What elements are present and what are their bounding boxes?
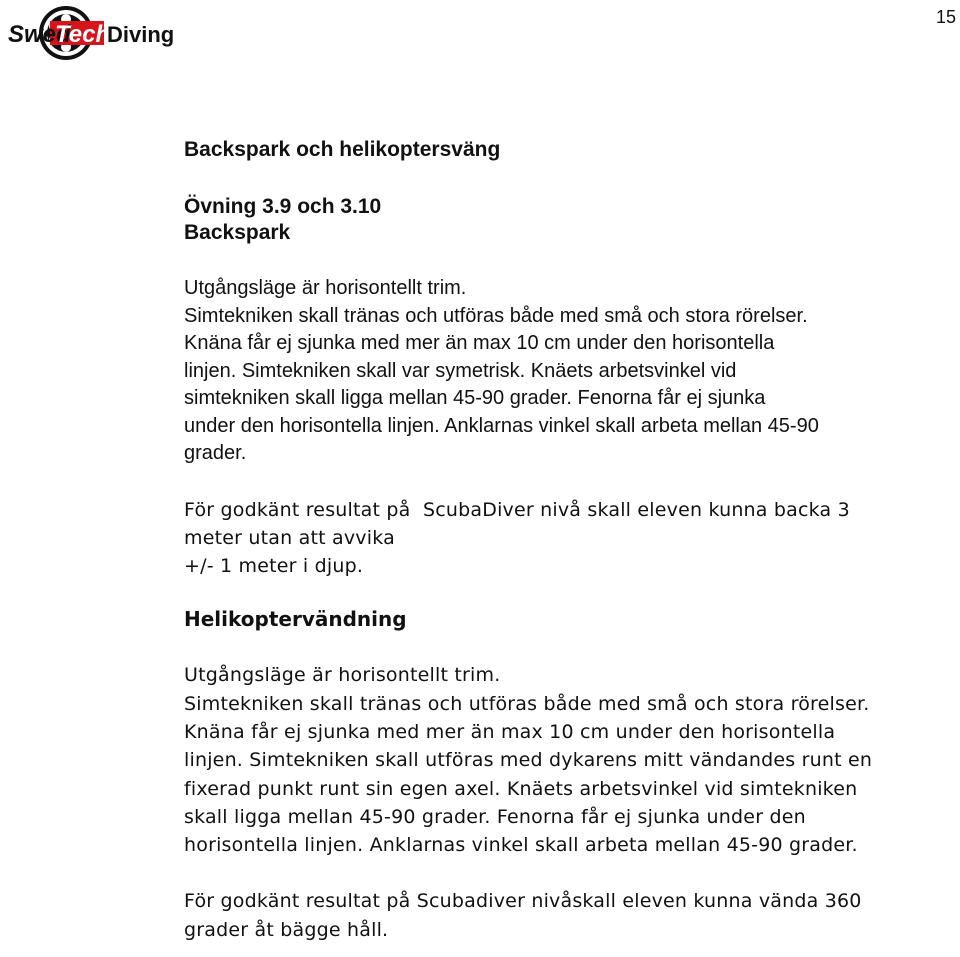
helikopter-line: fixerad punkt runt sin egen axel. Knäets arbetsvinkel vid simtekniken [184, 777, 858, 800]
backspark-line: linjen. Simtekniken skall var symetrisk. Knäets arbetsvinkel vid [184, 359, 737, 382]
backspark-description [184, 275, 944, 468]
helikopter-criteria-line: För godkänt resultat på Scubadiver nivåskall eleven kunna vända 360 [184, 890, 862, 913]
backspark-criteria-line: För godkänt resultat på ScubaDiver nivå skall eleven kunna backa 3 [184, 498, 850, 521]
backspark-criteria [184, 496, 944, 581]
helikopter-line: linjen. Simtekniken skall utföras med dykarens mitt vändandes runt en [184, 749, 873, 772]
swedtech-diving-logo [6, 4, 186, 62]
logo-graphic [6, 4, 186, 62]
helikopter-heading: Helikoptervändning [184, 607, 407, 632]
exercise-heading: Övning 3.9 och 3.10 [184, 195, 382, 218]
backspark-line: under den horisontella linjen. Anklarnas vinkel skall arbeta mellan 45-90 [184, 414, 819, 437]
helikopter-line: Knäna får ej sjunka med mer än max 10 cm under den horisontella [184, 720, 836, 743]
backspark-criteria-line: +/- 1 meter i djup. [184, 555, 364, 578]
helikopter-line: Utgångsläge är horisontellt trim. [184, 664, 501, 687]
logo-text-swed: Swed [8, 21, 71, 48]
logo-text-diving: Diving [107, 22, 175, 47]
backspark-line: simtekniken skall ligga mellan 45-90 grader. Fenorna får ej sjunka [184, 387, 766, 409]
helikopter-criteria-line: grader åt bägge håll. [184, 918, 389, 941]
backspark-line: Simtekniken skall tränas och utföras både med små och stora rörelser. [184, 304, 808, 327]
helikopter-line: skall ligga mellan 45-90 grader. Fenorna får ej sjunka under den [184, 805, 806, 828]
logo-text-tech: Tech [55, 21, 111, 48]
exercise-subheading: Backspark [184, 221, 291, 244]
backspark-criteria-line: meter utan att avvika [184, 526, 395, 549]
helikopter-line: horisontella linjen. Anklarnas vinkel skall arbeta mellan 45-90 grader. [184, 834, 858, 857]
helikopter-line: Simtekniken skall tränas och utföras både med små och stora rörelser. [184, 692, 870, 715]
document-body [184, 136, 944, 944]
helikopter-criteria [184, 887, 944, 944]
section-title: Backspark och helikoptersväng [184, 138, 501, 161]
backspark-line: grader. [184, 442, 247, 464]
page-number: 15 [936, 7, 957, 27]
helikopter-description [184, 661, 944, 859]
backspark-line: Knäna får ej sjunka med mer än max 10 cm under den horisontella [184, 332, 775, 354]
backspark-line: Utgångsläge är horisontellt trim. [184, 277, 467, 299]
